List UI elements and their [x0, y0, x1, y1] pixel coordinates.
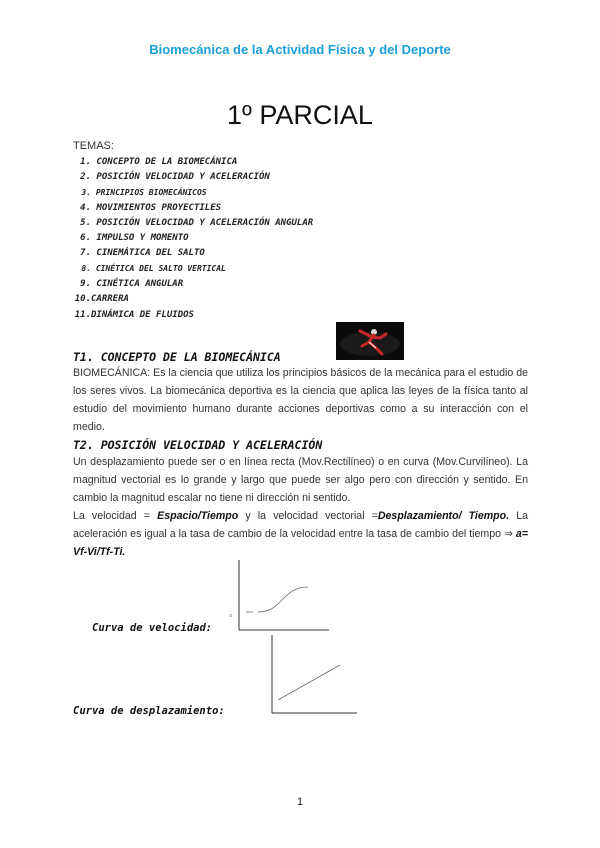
velocity-curve-graph	[226, 560, 346, 636]
topic-item: 4. MOVIMIENTOS PROYECTILES	[80, 202, 222, 213]
t1-paragraph: BIOMECÁNICA: Es la ciencia que utiliza los principios básicos de la mecánica para el estudio de los seres vivos. La biomecánica deportiva es la ciencia que aplica las leyes de la física tanto al estudio del movimiento humano durante acciones deportivas como a su interacción con el medio.	[73, 367, 528, 433]
velocity-curve-line	[258, 587, 308, 612]
page-title: 1º PARCIAL	[227, 100, 373, 130]
displacement-line	[278, 665, 340, 700]
document-header: Biomecánica de la Actividad Física y del Deporte	[149, 42, 451, 57]
topic-item: 11. DINÁMICA DE FLUIDOS	[74, 309, 194, 320]
acceleration-formula: a= Vf-Vi/Tf-Ti.	[73, 528, 528, 558]
temas-label: TEMAS:	[73, 140, 114, 152]
vector-velocity-formula: Desplazamiento/ Tiempo.	[377, 510, 510, 522]
displacement-curve-label: Curva de desplazamiento:	[73, 705, 225, 717]
topic-item: 8. CINÉTICA DEL SALTO VERTICAL	[81, 264, 226, 274]
displacement-curve-graph	[262, 635, 362, 719]
velocity-formula: Espacio/Tiempo	[157, 510, 239, 522]
topic-item: 6. IMPULSO Y MOMENTO	[80, 233, 189, 244]
topic-item: 2. POSICIÓN VELOCIDAD Y ACELERACIÓN	[80, 171, 270, 182]
t2-paragraph: Un desplazamiento puede ser o en línea recta (Mov.Rectilíneo) o en curva (Mov.Curvilíneo). La magnitud vectorial es lo grande y largo que puede ser algo pero con dirección y sentido. En cambio la magnitud escalar no tiene ni dirección ni sentido.	[73, 456, 528, 504]
topics-list	[73, 154, 313, 322]
topic-item: 5. POSICIÓN VELOCIDAD Y ACELERACIÓN ANGULAR	[80, 217, 314, 228]
t2-velocity-paragraph: La velocidad = Espacio/Tiempo y la velocidad vectorial =Desplazamiento/ Tiempo. La aceleración es igual a la tasa de cambio de la velocidad entre la tasa de cambio del tiempo ⇒ a= Vf-Vi/Tf-Ti.	[73, 510, 528, 558]
section-heading-t2: T2. POSICIÓN VELOCIDAD Y ACELERACIÓN	[73, 438, 323, 452]
section-heading-t1: T1. CONCEPTO DE LA BIOMECÁNICA	[73, 350, 281, 364]
sprinter-photo	[336, 322, 404, 360]
topic-item: 1. CONCEPTO DE LA BIOMECÁNICA	[80, 156, 238, 167]
sprinter-image	[336, 322, 404, 360]
topic-item: 9. CINÉTICA ANGULAR	[80, 279, 184, 290]
velocity-curve-label: Curva de velocidad:	[92, 622, 213, 634]
page-number: 1	[296, 796, 304, 808]
topic-item: 10. CARRERA	[74, 294, 129, 305]
velocity-axis-mark: o	[228, 614, 234, 617]
topic-item: 7. CINEMÁTICA DEL SALTO	[80, 248, 205, 259]
topic-item: 3. PRINCIPIOS BIOMECÁNICOS	[81, 187, 207, 197]
